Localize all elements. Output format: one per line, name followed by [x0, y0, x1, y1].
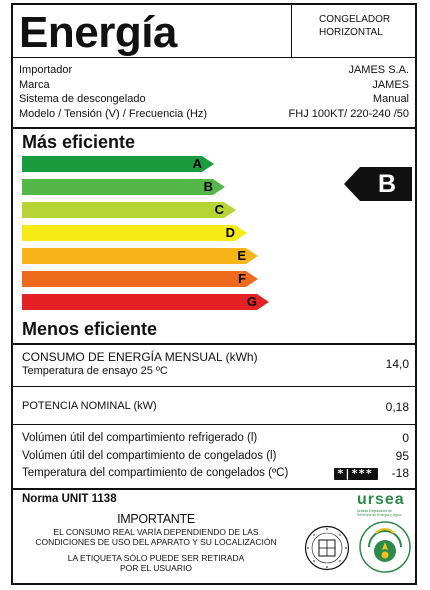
- volume-value-refrigerated: 0: [402, 431, 409, 445]
- energy-label: [11, 3, 417, 585]
- class-bar-c: [22, 202, 236, 218]
- power-label: POTENCIA NOMINAL (kW): [22, 400, 157, 412]
- class-bar-f-shape: [22, 271, 258, 287]
- spec-label-defrost: Sistema de descongelado: [19, 93, 146, 105]
- spec-label-model: Modelo / Tensión (V) / Frecuencia (Hz): [19, 107, 208, 120]
- header-divider: [291, 5, 292, 57]
- class-bar-b: [22, 179, 225, 195]
- volume-label-refrigerated: Volúmen útil del compartimiento refrigerado (l): [22, 432, 258, 444]
- divider: [13, 343, 415, 345]
- energy-efficiency-seal-icon: [358, 520, 412, 574]
- volume-labels: [22, 430, 288, 483]
- class-bar-g-shape: [22, 294, 269, 310]
- norma-label: Norma UNIT 1138: [22, 493, 117, 505]
- consumption-label: CONSUMO DE ENERGÍA MENSUAL (kWh): [22, 350, 258, 364]
- volume-value-frozen: 95: [395, 448, 409, 463]
- consumption-sub: Temperatura de ensayo 25 ºC: [22, 365, 168, 377]
- volume-values: [392, 430, 409, 483]
- class-letter-g: G: [246, 294, 257, 309]
- class-bar-c-shape: [22, 202, 236, 218]
- class-letter-e: E: [237, 248, 246, 263]
- class-bar-f: [22, 271, 258, 287]
- rating-arrow: [344, 167, 412, 201]
- rating-letter: B: [378, 170, 397, 198]
- class-letter-c: C: [214, 202, 224, 217]
- class-bar-a-shape: [22, 156, 214, 172]
- divider: [13, 386, 415, 387]
- power-value: 0,18: [385, 400, 409, 414]
- class-bar-a: [22, 156, 214, 172]
- class-bar-e-shape: [22, 248, 258, 264]
- star-badge-text: *|***: [337, 467, 373, 480]
- divider: [13, 488, 415, 490]
- unit-seal-icon: [304, 525, 350, 571]
- label-title: Energía: [19, 8, 177, 57]
- temperature-label-frozen: Temperatura del compartimiento de congelados (ºC): [22, 467, 289, 479]
- freezer-star-rating-badge: [334, 468, 378, 480]
- divider: [13, 424, 415, 425]
- class-bar-b-shape: [22, 179, 225, 195]
- spec-value-model: FHJ 100KT/ 220-240 /50: [288, 107, 409, 120]
- class-bar-e: [22, 248, 258, 264]
- spec-labels: [19, 63, 207, 121]
- class-bar-d-shape: [22, 225, 247, 241]
- divider: [13, 57, 415, 58]
- spec-label-brand: Marca: [19, 78, 50, 91]
- important-line: CONDICIONES DE USO DEL APARATO Y SU LOCALIZACIÓN: [35, 537, 277, 547]
- spec-value-importer: JAMES S.A.: [348, 64, 409, 76]
- important-line: EL CONSUMO REAL VARÍA DEPENDIENDO DE LAS: [53, 527, 259, 537]
- ursea-logo: ursea: [357, 491, 405, 508]
- notice-line: LA ETIQUETA SÓLO PUEDE SER RETIRADA: [67, 553, 245, 563]
- class-letter-a: A: [192, 156, 202, 171]
- notice-line: POR EL USUARIO: [120, 563, 192, 573]
- most-efficient-label: Más eficiente: [22, 132, 136, 152]
- spec-label-importer: Importador: [19, 64, 73, 76]
- important-title: IMPORTANTE: [117, 512, 195, 526]
- ursea-subtitle: Unidad Reguladora de Servicios de Energía y Agua: [357, 509, 401, 517]
- divider: [13, 127, 415, 129]
- important-notice: [27, 512, 285, 573]
- class-bar-g: [22, 294, 269, 310]
- spec-values: [289, 63, 409, 121]
- class-bar-d: [22, 225, 247, 241]
- volume-label-frozen: Volúmen útil del compartimiento de congelados (l): [22, 449, 277, 462]
- spec-value-defrost: Manual: [372, 93, 409, 105]
- appliance-category: CONGELADOR HORIZONTAL: [319, 14, 391, 38]
- temperature-value-frozen: -18: [391, 466, 409, 480]
- class-letter-f: F: [238, 271, 246, 286]
- least-efficient-label: Menos eficiente: [22, 319, 158, 339]
- spec-value-brand: JAMES: [372, 78, 409, 91]
- consumption-value: 14,0: [385, 357, 409, 371]
- class-letter-d: D: [225, 225, 235, 240]
- class-letter-b: B: [203, 179, 213, 194]
